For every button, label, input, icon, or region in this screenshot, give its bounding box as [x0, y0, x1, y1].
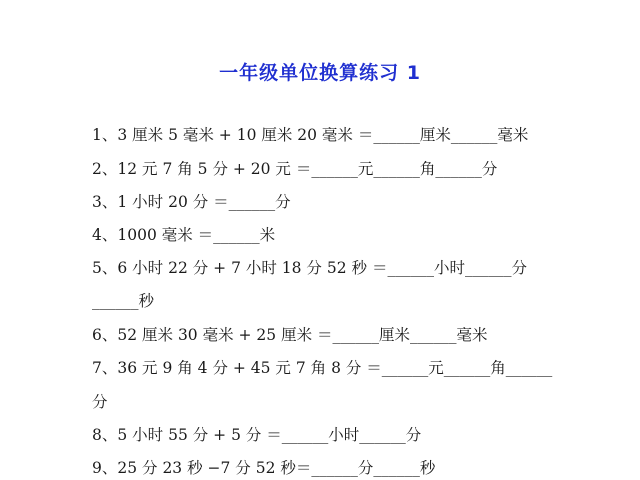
problem-9: 9、25 分 23 秒 −7 分 52 秒＝______分______秒: [92, 459, 436, 477]
problem-3: 3、1 小时 20 分 ＝______分: [92, 193, 291, 211]
problem-5: 5、6 小时 22 分 + 7 小时 18 分 52 秒 ＝______小时______分: [92, 259, 527, 277]
problem-4: 4、1000 毫米 ＝______米: [92, 226, 276, 244]
problem-2: 2、12 元 7 角 5 分 + 20 元 ＝______元______角______分: [92, 160, 498, 178]
problem-1: 1、3 厘米 5 毫米 + 10 厘米 20 毫米 ＝______厘米______毫米: [92, 126, 529, 144]
problem-5-continuation: ______秒: [92, 292, 155, 310]
problem-8: 8、5 小时 55 分 + 5 分 ＝______小时______分: [92, 426, 422, 444]
problem-7-continuation: 分: [92, 393, 108, 411]
problem-7: 7、36 元 9 角 4 分 + 45 元 7 角 8 分 ＝______元______角______: [92, 359, 553, 377]
problem-6: 6、52 厘米 30 毫米 + 25 厘米 ＝______厘米______毫米: [92, 326, 488, 344]
worksheet-title: 一年级单位换算练习 1: [219, 62, 421, 84]
